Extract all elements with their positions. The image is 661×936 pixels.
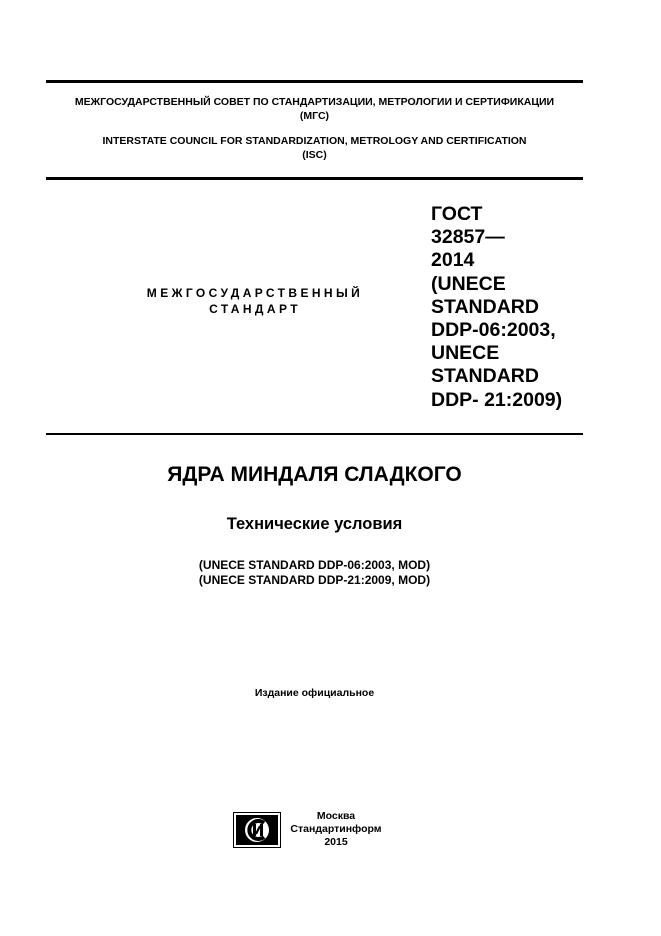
- designation-line: 2014: [431, 249, 475, 272]
- standartinform-logo-icon: [233, 812, 281, 848]
- header-rule: [46, 177, 583, 180]
- designation-line: (UNECE: [431, 272, 506, 295]
- designation-line: DDP-06:2003,: [431, 319, 556, 342]
- council-name-ru-line: МЕЖГОСУДАРСТВЕННЫЙ СОВЕТ ПО СТАНДАРТИЗАЦИИ, МЕТРОЛОГИИ И СЕРТИФИКАЦИИ: [74, 96, 555, 108]
- unece-reference-2: (UNECE STANDARD DDP-21:2009, MOD): [198, 573, 431, 587]
- top-rule: [46, 80, 583, 83]
- standard-label: [120, 285, 390, 317]
- council-abbr-ru: (МГС): [299, 110, 330, 122]
- designation-line: 32857—: [431, 226, 505, 249]
- document-subtitle: Технические условия: [226, 515, 403, 533]
- council-name-en: [46, 134, 583, 162]
- council-name-ru: [46, 95, 583, 123]
- designation-line: STANDARD: [431, 365, 539, 388]
- council-abbr-en: (ISC): [302, 149, 327, 161]
- document-title: ЯДРА МИНДАЛЯ СЛАДКОГО: [167, 463, 462, 486]
- designation-line: DDP- 21:2009): [431, 388, 563, 411]
- designation-line: UNECE: [431, 342, 500, 365]
- gost-designation: [431, 203, 601, 412]
- council-name-en-line: INTERSTATE COUNCIL FOR STANDARDIZATION, METROLOGY AND CERTIFICATION: [102, 135, 527, 147]
- publication-year: 2015: [324, 836, 348, 848]
- edition-label: Издание официальное: [254, 687, 375, 699]
- standard-label-line1: МЕЖГОСУДАРСТВЕННЫЙ: [146, 286, 364, 300]
- standard-label-line2: СТАНДАРТ: [209, 302, 301, 316]
- publisher-city: Москва: [316, 810, 356, 822]
- designation-line: ГОСТ: [431, 203, 483, 225]
- designation-line: STANDARD: [431, 295, 539, 318]
- title-rule: [46, 433, 583, 435]
- unece-reference-1: (UNECE STANDARD DDP-06:2003, MOD): [198, 558, 431, 572]
- publisher-name: Стандартинформ: [290, 823, 382, 835]
